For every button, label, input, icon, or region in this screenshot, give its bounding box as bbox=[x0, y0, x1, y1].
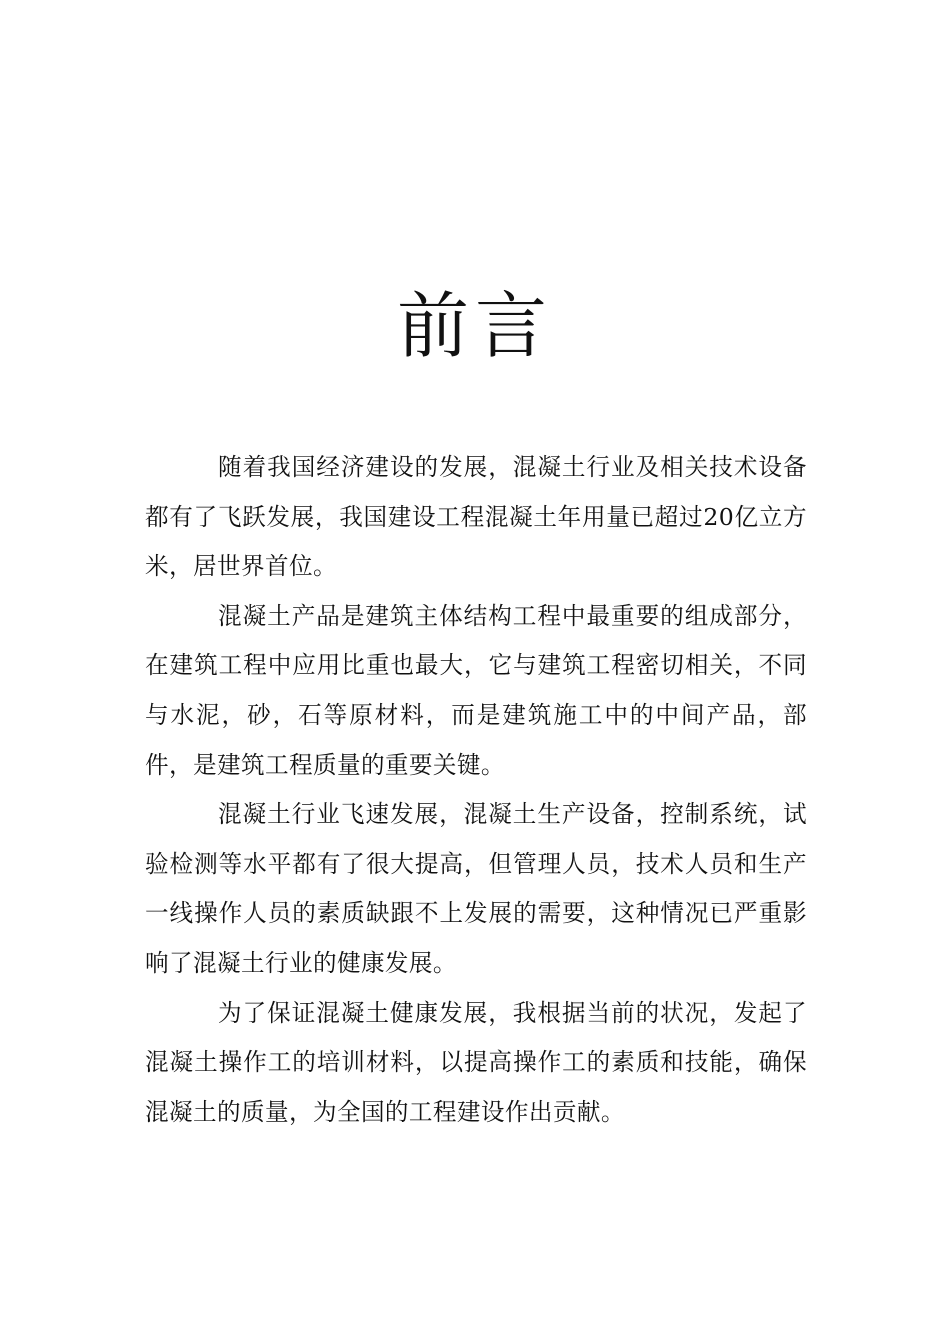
page-title: 前言 bbox=[396, 284, 553, 368]
paragraph-3: 混凝土行业飞速发展，混凝土生产设备，控制系统，试验检测等水平都有了很大提高，但管理人员，技术人员和生产一线操作人员的素质缺跟不上发展的需要，这种情况已严重影响了混凝土行业的健康发展。 bbox=[145, 800, 807, 977]
paragraph-1: 随着我国经济建设的发展，混凝土行业及相关技术设备都有了飞跃发展，我国建设工程混凝土年用量已超过20亿立方米，居世界首位。 bbox=[145, 453, 807, 581]
paragraph-4: 为了保证混凝土健康发展，我根据当前的状况，发起了混凝土操作工的培训材料，以提高操作工的素质和技能，确保混凝土的质量，为全国的工程建设作出贡献。 bbox=[145, 998, 807, 1126]
preface-body bbox=[145, 443, 807, 1137]
paragraph-2: 混凝土产品是建筑主体结构工程中最重要的组成部分，在建筑工程中应用比重也最大，它与建筑工程密切相关，不同与水泥，砂，石等原材料，而是建筑施工中的中间产品，部件，是建筑工程质量的重要关键。 bbox=[145, 601, 807, 779]
